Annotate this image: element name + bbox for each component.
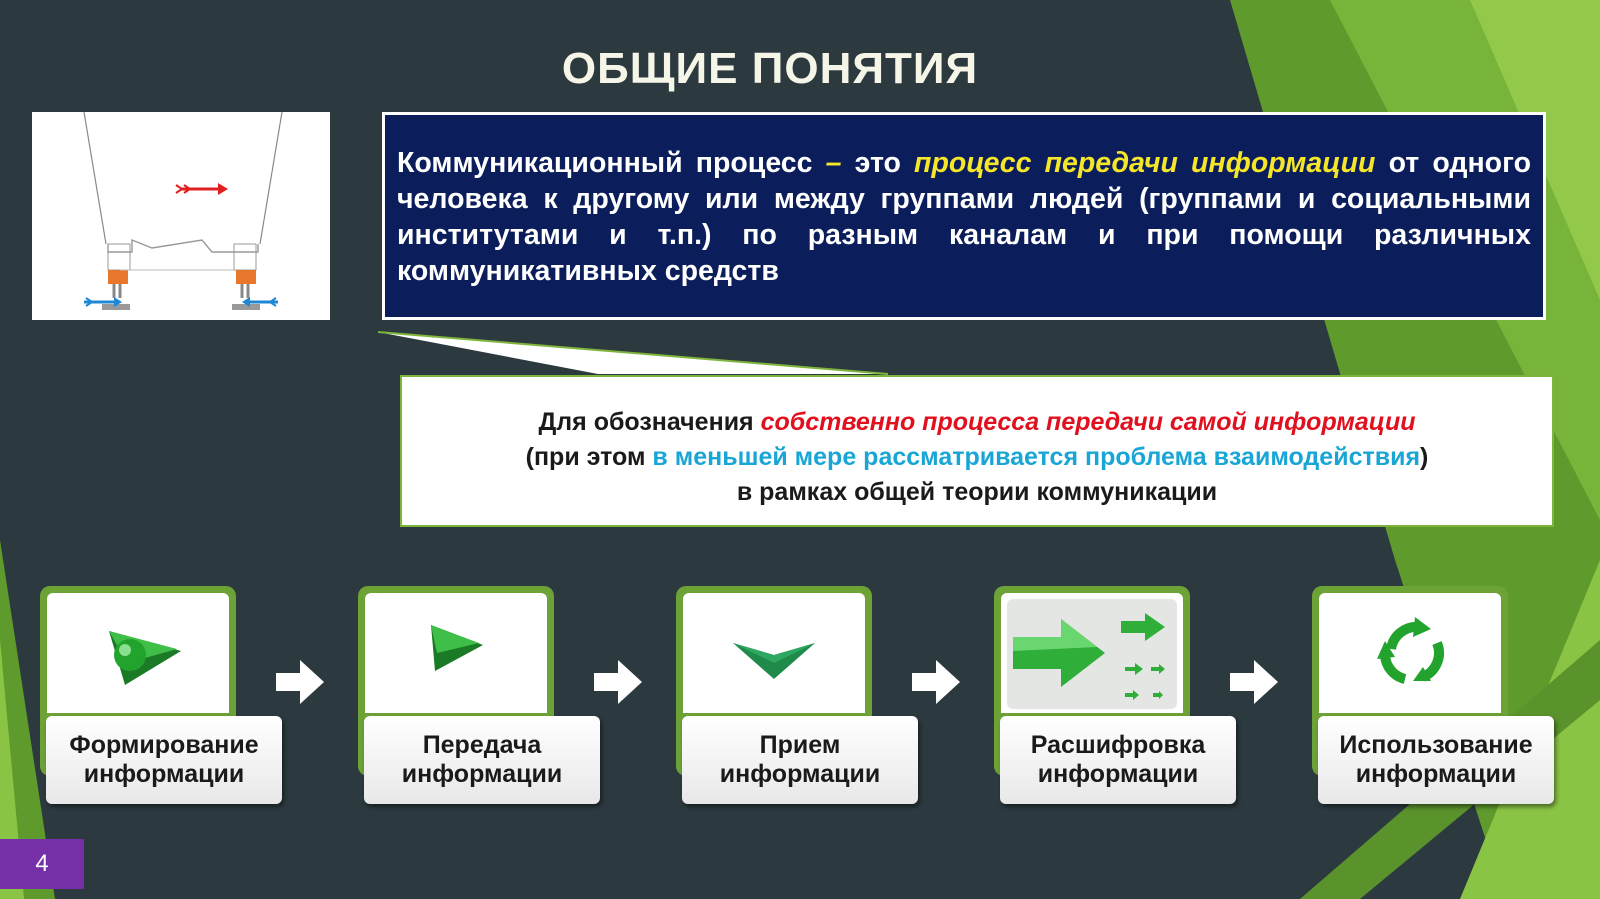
process-diagram-image (32, 112, 330, 320)
step-label-line-2: информации (719, 760, 881, 788)
definition-rest: от одного человека к другому или между группами людей (группами и социальными институтами и т.п.) по разным каналам и при помощи различных коммуникативных средств (397, 147, 1531, 287)
step-label (682, 716, 918, 804)
green-pointer-icon (47, 593, 229, 713)
diagram-illustration (32, 112, 330, 320)
definition-highlight: процесс передачи информации (914, 147, 1376, 179)
green-chevron-icon (683, 593, 865, 713)
step-label-line-2: информации (401, 760, 563, 788)
callout-line-2 (402, 440, 1552, 475)
process-step-receive (676, 586, 916, 806)
step-label-line-1: Прием (759, 731, 841, 759)
callout-line-2-close: ) (1420, 443, 1429, 471)
arrow-right-icon (594, 660, 642, 704)
page-number-badge: 4 (0, 839, 84, 889)
step-icon-box (365, 593, 547, 713)
arrow-right-icon (912, 660, 960, 704)
definition-is: это (854, 147, 915, 179)
step-label-line-2: информации (83, 760, 245, 788)
step-icon-box (683, 593, 865, 713)
definition-text (397, 145, 1531, 289)
process-step-use (1312, 586, 1552, 806)
step-icon-box (1319, 593, 1501, 713)
step-icon-box (1001, 593, 1183, 713)
definition-box (382, 112, 1546, 320)
callout-line-3: в рамках общей теории коммуникации (736, 478, 1218, 506)
definition-dash: – (812, 147, 855, 179)
step-label-line-1: Передача (422, 731, 542, 759)
callout-line-1-plain: Для обозначения (538, 408, 761, 436)
process-step-decode (994, 586, 1234, 806)
process-step-transfer (358, 586, 598, 806)
step-label (1318, 716, 1554, 804)
step-label-line-1: Использование (1339, 731, 1533, 759)
callout-line-2-highlight: в меньшей мере рассматривается проблема взаимодействия (652, 443, 1421, 471)
step-label-line-2: информации (1355, 760, 1517, 788)
step-label (46, 716, 282, 804)
definition-term: Коммуникационный процесс (397, 147, 813, 179)
callout-line-1 (402, 405, 1552, 440)
step-icon-box (47, 593, 229, 713)
callout-line-1-highlight: собственно процесса передачи самой информации (760, 408, 1416, 436)
callout-line-2-open: (при этом (525, 443, 653, 471)
step-label (364, 716, 600, 804)
arrow-right-icon (276, 660, 324, 704)
green-triangle-icon (365, 593, 547, 713)
step-label-line-1: Формирование (69, 731, 259, 759)
step-label-line-1: Расшифровка (1030, 731, 1206, 759)
step-label (1000, 716, 1236, 804)
recycle-icon (1319, 593, 1501, 713)
arrow-right-icon (1230, 660, 1278, 704)
process-step-forming (40, 586, 280, 806)
step-label-line-2: информации (1037, 760, 1199, 788)
callout-box (400, 375, 1554, 527)
green-arrows-icon (1001, 593, 1183, 713)
page-title: ОБЩИЕ ПОНЯТИЯ (561, 44, 979, 93)
